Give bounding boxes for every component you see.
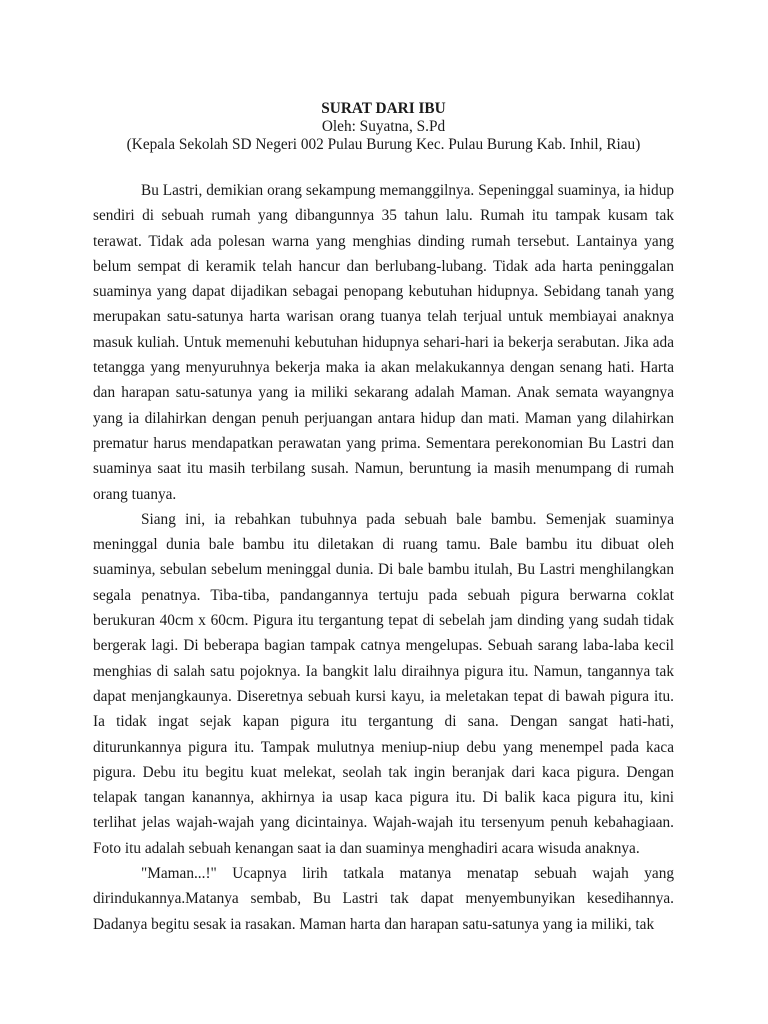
affiliation-line: (Kepala Sekolah SD Negeri 002 Pulau Burung Kec. Pulau Burung Kab. Inhil, Riau) [126, 136, 641, 153]
paragraph-2: Siang ini, ia rebahkan tubuhnya pada sebuah bale bambu. Semenjak suaminya meninggal dunia bale bambu itu diletakan di ruang tamu. Bale bambu itu dibuat oleh suaminya, sebulan sebelum meninggal dunia. Di bale bambu itulah, Bu Lastri menghilangkan segala penatnya. Tiba-tiba, pandangannya tertuju pada sebuah pigura berwarna coklat berukuran 40cm x 60cm. Pigura itu tergantung tepat di sebelah jam dinding yang sudah tidak bergerak lagi. Di beberapa bagian tampak catnya mengelupas. Sebuah sarang laba-laba kecil menghias di salah satu pojoknya. Ia bangkit lalu diraihnya pigura itu. Namun, tangannya tak dapat menjangkaunya. Diseretnya sebuah kursi kayu, ia meletakan tepat di bawah pigura itu. Ia tidak ingat sejak kapan pigura itu tergantung di sana. Dengan sangat hati-hati, diturunkannya pigura itu. Tampak mulutnya meniup-niup debu yang menempel pada kaca pigura. Debu itu begitu kuat melekat, seolah tak ingin beranjak dari kaca pigura. Dengan telapak tangan kanannya, akhirnya ia usap kaca pigura itu. Di balik kaca pigura itu, kini terlihat jelas wajah-wajah yang dicintainya. Wajah-wajah itu tersenyum penuh kebahagiaan. Foto itu adalah sebuah kenangan saat ia dan suaminya menghadiri acara wisuda anaknya. [93, 510, 674, 857]
paragraph-3: "Maman...!" Ucapnya lirih tatkala matanya menatap sebuah wajah yang dirindukannya.Matanya sembab, Bu Lastri tak dapat menyembunyikan kesedihannya. Dadanya begitu sesak ia rasakan. Maman harta dan harapan satu-satunya yang ia miliki, tak [93, 865, 674, 933]
author-line: Oleh: Suyatna, S.Pd [321, 118, 446, 135]
document-title: SURAT DARI IBU [321, 100, 446, 117]
paragraph-1: Bu Lastri, demikian orang sekampung memanggilnya. Sepeninggal suaminya, ia hidup sendiri di sebuah rumah yang dibangunnya 35 tahun lalu. Rumah itu tampak kusam tak terawat. Tidak ada polesan warna yang menghias dinding rumah tersebut. Lantainya yang belum sempat di keramik telah hancur dan berlubang-lubang. Tidak ada harta peninggalan suaminya yang dapat dijadikan sebagai penopang kebutuhan hidupnya. Sebidang tanah yang merupakan satu-satunya harta warisan orang tuanya telah terjual untuk membiayai anaknya masuk kuliah. Untuk memenuhi kebutuhan hidupnya sehari-hari ia bekerja serabutan. Jika ada tetangga yang menyuruhnya bekerja maka ia akan melakukannya dengan senang hati. Harta dan harapan satu-satunya yang ia miliki sekarang adalah Maman. Anak semata wayangnya yang ia dilahirkan dengan penuh perjuangan antara hidup dan mati. Maman yang dilahirkan prematur harus mendapatkan perawatan yang prima. Sementara perekonomian Bu Lastri dan suaminya saat itu masih terbilang susah. Namun, beruntung ia masih menumpang di rumah orang tuanya. [93, 182, 674, 503]
document-body [93, 178, 674, 937]
